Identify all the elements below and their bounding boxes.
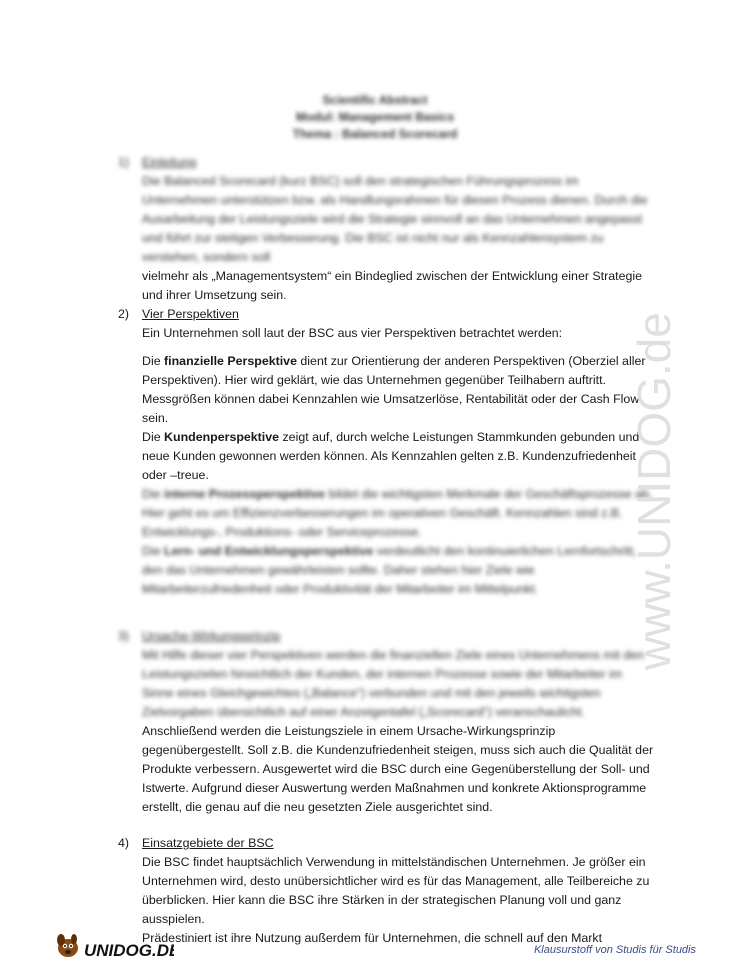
section-title: Einleitung [142,155,197,169]
section-number: 3) [118,629,130,643]
paragraph: Anschließend werden die Leistungsziele in einem Ursache-Wirkungsprinzip gegenübergestellt. Soll z.B. die Kundenzufriedenheit steigen, muss sich auch die Qualität der Produkte verbessern. Ausgewertet wird die BSC durch eine Gegenüberstellung der Soll- und Istwerte. Aufgrund dieser Auswertung werden Maßnahmen und konkrete Aktionsprogramme erstellt, die genau auf die neu gesetzten Ziele ausgerichtet sind. [142,724,654,814]
bold-term: Kundenperspektive [164,430,280,444]
bold-term: finanzielle Perspektive [164,354,297,368]
paragraph: Die BSC findet hauptsächlich Verwendung in mittelständischen Unternehmen. Je größer ein Unternehmen wird, desto unübersichtlicher wird es für das Management, alle Teilbereiche zu überblicken. Hier kann die BSC ihre Stärken in der strategischen Planung voll und ganz ausspielen. [142,855,650,926]
section-number: 1) [118,155,130,169]
paragraph: Prädestiniert ist ihre Nutzung außerdem für Unternehmen, die schnell auf den Markt [142,931,603,945]
blurred-paragraph: Die Balanced Scorecard (kurz BSC) soll den strategischen Führungsprozess im Unternehmen unterstützen bzw. als Handlungsrahmen für diesen Prozess dienen. Durch die Ausarbeitung der Leistungsziele wird die Strategie sinnvoll an das Unternehmen angepasst und führt zur stetigen Verbesserung. Die BSC ist nicht nur als Kennzahlensystem zu verstehen, sondern soll [142,174,648,264]
section-title: Vier Perspektiven [142,307,239,321]
section-number: 2) [118,307,130,321]
section-vier-perspektiven [118,305,658,605]
paragraph-interne-prozessperspektive: Die interne Prozessperspektive bildet die wichtigsten Merkmale der Geschäftsprozesse ab. Hier geht es um Effizienzverbesserungen im operativen Geschäft. Kennzahlen sind z.B. Entwicklungs-, Produktions- oder Serviceprozesse. [142,487,653,539]
header-line-3: Thema : Balanced Scorecard [292,127,458,141]
paragraph-kundenperspektive: Die Kundenperspektive zeigt auf, durch welche Leistungen Stammkunden gebunden und neue Kunden gewonnen werden können. Als Kennzahlen gelten z.B. Kundenzufriedenheit oder –treue. [142,430,640,482]
section-body [142,172,656,305]
logo-text: UNIDOG.DE [84,941,174,960]
bold-term: interne Prozessperspektive [164,487,326,501]
section-body [142,646,656,817]
watermark-text: www.UNIDOG.de [628,312,680,670]
header-line-1: Scientific Abstract [322,93,428,107]
paragraph-finanzielle-perspektive: Die finanzielle Perspektive dient zur Orientierung der anderen Perspektiven (Oberziel aller Perspektiven). Hier wird geklärt, wie das Unternehmen gegenüber Teilhabern auftritt. Messgrößen können dabei Kennzahlen wie Umsatzerlöse, Rentabilität oder der Cash Flow sein. [142,354,646,425]
section-title: Einsatzgebiete der BSC [142,836,274,850]
document-header [0,92,750,143]
dog-mascot-icon [54,930,174,962]
section-number: 4) [118,836,130,850]
section-einleitung [118,153,658,302]
bold-term: Lern- und Entwicklungsperspektive [164,544,374,558]
header-line-2: Modul: Management Basics [295,110,455,124]
paragraph-intro: Ein Unternehmen soll laut der BSC aus vier Perspektiven betrachtet werden: [142,326,563,340]
unidog-watermark [590,250,720,680]
section-ursache-wirkungsprinzip [118,627,658,822]
unidog-logo [54,930,174,962]
paragraph: vielmehr als „Managementsystem“ ein Bindeglied zwischen der Entwicklung einer Strategie und ihrer Umsetzung sein. [142,269,642,302]
section-einsatzgebiete [118,834,658,944]
section-body [142,324,656,599]
blurred-paragraph: Mit Hilfe dieser vier Perspektiven werden die finanziellen Ziele eines Unternehmens mit den Leistungszielen hinsichtlich der Kunden, der internen Prozesse sowie der Mitarbeiter im Sinne eines Gleichgewichtes („Balance“) verbunden und mit den jeweils wichtigsten Zielvorgaben übersichtlich auf einer Anzeigentafel („Scorecard“) veranschaulicht. [142,648,645,719]
footer-tagline: Klausurstoff von Studis für Studis [533,944,696,956]
section-body [142,853,656,948]
section-title: Ursache-Wirkungsprinzip [142,629,281,643]
paragraph-lernperspektive: Die Lern- und Entwicklungsperspektive verdeutlicht den kontinuierlichen Lernfortschritt, den das Unternehmen gewährleisten sollte. Daher stehen hier Ziele wie Mitarbeiterzufriedenheit oder Produktivität der Mitarbeiter im Mittelpunkt. [142,544,637,596]
